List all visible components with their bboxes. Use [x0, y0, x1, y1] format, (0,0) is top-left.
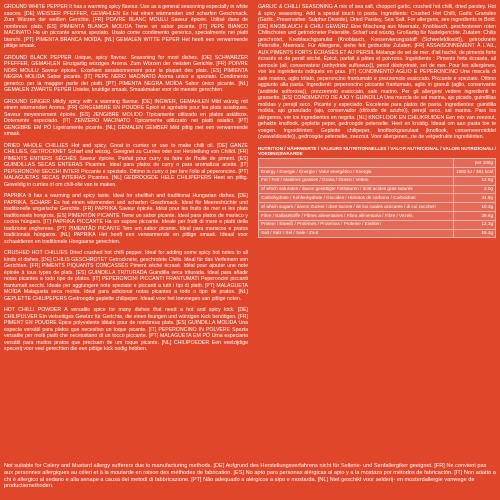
table-row [259, 203, 496, 212]
nutrition-header-label [259, 159, 454, 168]
nutrient-label: Carbohydrate / Kohlenhydrate / Glucides / Hidratos de carbono / Carboidrati [259, 194, 454, 203]
product-description-crushed-chillies: CRUSHED HOT CHILLIES Dried crushed hot chilli pepper. Ideal for adding some spicy hot notes to all kinds of dishes. [DE] CHILIS GESCHROTET Getrocknete, geschrotete Chilis. Ideal für das Verfeinern von Gerichten. [FR] PIMENTS PIQUANTS CONCASSÉS Piment séché écrasé. Idéal pour ajouter une note épicée à tous types de plats. [ES] GUINDILLA TRITURADA Guindilla seca triturada. Ideal para añadir notas picantes a todo tipo de platos. [IT] PEPERONCINI PICCANTI FRANTUMATI Peperoncini piccanti frantumati secchi. Ideale per aggiungere note speziate e piccanti a tutti i tipi di piatti. [PT] MALAGUETA MOÍDA Malagueta seca moída. Ideal para adicionar notas picantes a todo o tipo de pratos. [NL] GEPLETTE CHILIPEPERS Gedroogde geplette chilipeper. Ideaal voor het toevoegen van pittige noten. [4, 250, 248, 302]
right-column [258, 4, 496, 238]
nutrient-value: 12.3g [453, 220, 495, 229]
nutrient-value: 2.0g [453, 185, 495, 194]
table-row [259, 229, 496, 238]
nutrient-value: 34.9g [453, 194, 495, 203]
product-description-paprika: PAPRIKA It has a warming and spicy taste. Ideal for shellfish and traditional Hungarian dishes. [DE] PAPRIKA, SCHARF Es hat einen wärmenden und scharfen Geschmack. Ideal für Meeresfrüchte und traditionelle ungarische Gerichte. [FR] PAPRIKA Saveur épicée. Idéal pour les fruits de mer et les plats traditionnels hongrois. [ES] PIMENTÓN PICANTE Tiene un sabor picante. Ideal para platos de marisco y cocina húngara. [IT] PAPRIKA PICCANTE Ha un sapore piccante. Ideale per frutti di mare e piatti della tradizione ungherese. [PT] PIMENTÃO PICANTE Tem um sabor picante. Ideal para mariscos e pratos tradicionais húngaros. [NL] PAPRIKA Het heeft een verwarmende en pittige smaak. Ideaal voor schaaldieren en traditionele Hongaarse gerechten. [4, 193, 248, 245]
product-description-chilli-powder: HOT CHILLI POWDER A versatile spice for many dishes that need a hot and spicy kick. [DE] CHILIPULVER Ein vielseitiges Gewürz für Gerichte, die einen feurigen und würzigen Kick benötigen. [FR] PIMENT EN POUDRE Épice polyvalente idéale pour de nombreux plats. [ES] GUINDILLA MOLIDA Una especia versátil para platos que necesitan un toque picante. [IT] PEPERONCINO IN POLVERE Spezia versatile per molti piatti che necessitano di un tocco piccante. [PT] MALAGUETA EM PÓ Uma especiaria versátil para muitos pratos que precisam de um toque picante. [NL] CHILIPOEDER Een veelzijdige specerij voor veel gerechten die een pittige kick nodig hebben. [4, 307, 248, 352]
table-row [259, 212, 496, 221]
nutrient-label: Protein / Eiweiß / Protéines / Proteínas / Proteine / Eiwitten [259, 220, 454, 229]
nutrient-value: 29.6g [453, 212, 495, 221]
nutrient-value: 1582 kJ / 381 kcal [453, 168, 495, 177]
allergy-notice: Not suitable for Celery and Mustard allergy sufferers due to manufacturing methods. [DE] Aufgrund des Herstellungsverfahrens nicht für Sellerie- und Senfallergiker geeignet. [FR] Ne convient pas aux personnes allergiques au céleri et à la moutarde en raison des méthodes de fabrication. [ES] No apto para personas alérgicas al apio y a la mostaza por métodos de fabricación. [IT] Non adatto a chi è allergico al sedano e alla senape a causa dei metodi di fabbricazione. [PT] Não adequado a alérgicos a aipo e mostarda. [NL] Niet geschikt voor selderij- en mosterdallergie vanwege de productiemethoden. [4, 463, 496, 490]
table-row [259, 194, 496, 203]
table-row [259, 168, 496, 177]
nutrition-table [258, 158, 496, 238]
nutrient-value: 10.3g [453, 203, 495, 212]
table-row [259, 220, 496, 229]
product-description-white-pepper: GROUND WHITE PEPPER It has a warming spicy flavour. Use as a general seasoning especially in white sauces. [DE] WEISSER PFEFFER, GEMAHLEN Es hat einen wärmenden und scharfen Geschmack. Zum Würzen der weißen Gerichte. [FR] POIVRE BLANC MOULU Saveur épicée. Utilisé dans de nombreux plats. [ES] PIMIENTA BLANCA MOLIDA Tiene un sabor picante. [IT] PEPE BIANCO MACINATO Ha un piccante aroma speziato. Usato come condimento generico, specialmente nei piatti bianchi. [PT] PIMENTA BRANCA MOÍDA. [NL] GEMALEN WITTE PEPER Het heeft een verwarmende pittige smaak. [4, 4, 248, 49]
product-description-black-pepper: GROUND BLACK PEPPER Unique, spicy flavour. Seasoning for most dishes. [DE] SCHWARZER PFEFFER, GEMAHLEN Einzigartig würziges Aroma. Zum Würzen der meisten Gerichte. [FR] POIVRE NOIR MOULU Saveur épicée. Excellent assaisonnement pour la plupart des plats. [ES] PIMIENTA NEGRA MOLIDA Sabor picante. [IT] PEPE NERO MACINATO Aroma unico e speziato. Condimento generico per la maggior parte dei piatti. [PT] PIMENTA NEGRA MOÍDA Sabor único picante. [NL] GEMALEN ZWARTE PEPER Unieke, kruidige smaak. Smaakmaker voor de meeste gerechten. [4, 54, 248, 93]
table-row [259, 176, 496, 185]
product-description-whole-chillies: DRIED WHOLE CHILLIES Hot and spicy. Great in curries or use to make chilli oil. [DE] GANZE CHILLIES, GETROCKNET Scharf und würzig. Geeignet zu Curries oder zur Herstellung von Chiliöl. [FR] PIMENTS ENTIERS SÉCHÉS Saveur épicée. Parfait pour curry ou faire de l'huile de piment. [ES] GUINDILLAS SECAS ENTERAS Picantes. Ideal para platos de curry o para aromatizar aceite. [IT] PEPERONCINI SECCHI INTERI Piccante e speziato. Ottimo in curry o per fare l'olio al peperoncino. [PT] MALAGUETAS SECAS INTEIRAS Picantes. [NL] GEDROOGDE HELE CHILIPEPERS Heet en pittig. Geweldig in curries of om chili-olie van te maken. [4, 142, 248, 188]
nutrient-value: 15.2g [453, 229, 495, 238]
nutrient-label: Energy / Energie / Énergie / Valor energético / Energia [259, 168, 454, 177]
text-columns [4, 4, 496, 460]
table-row [259, 185, 496, 194]
nutrient-label: Fat / Fett / Matières grasses / Grasa / Grassi / Vetten [259, 176, 454, 185]
nutrient-label: of which saturates / davon gesättigte Fettsäuren / dont acides gras saturés [259, 185, 454, 194]
product-description-garlic-chilli: GARLIC & CHILLI SEASONING A mix of sea salt, chopped garlic, crushed hot chilli, dried parsley. Hot & spicy seasoning. Add a special touch to pasta. Ingredients: Crushed Hot Chilli, Garlic Granules (Garlic, Preservative: Sulphur Dioxide), Dried Parsley, Sea Salt. For allergens, see ingredients in Bold. [DE] KNOBLAUCH & CHILI GEWÜRZ Eine Mischung aus Meersalz, Knoblauch, geschrotenen roten Chilischoten und getrockneter Petersilie. Scharf und würzig. Großartig für Nudelgerichte. Zutaten: Chilis geschrotet, Knoblauchgranulat (Knoblauch, Konservierungsstoff (Schwefeldioxid)), getrocknete Petersilie, Meersalz. Für Allergene, siehe fett gedruckte Zutaten. [FR] ASSAISONNEMENT À L'AIL, AUX PIMENTS FORTS ÉCRASÉS ET AU PERSIL Mélange de sel de mer, d'ail haché, de piments forts écrasés et de persil séché. Épicé, parfait à pâtes et poivrons. Ingrédients : Piments forts écrasés, ail semoule (ail, conservateur (anhydride sulfureux)), persil déshydraté, sel de mer. Pour les allergènes, voir les ingrédients indiqués en gras. [IT] CONDIMENTO AGLIO E PEPERONCINO Una miscela di sale marino, aglio tritato, peperoncino frantumato e prezzemolo essiccato. Piccante e speziato. Ottimo aggiunto alla pasta. Ingredienti: peperoncino piccante frantumato, aglio in granuli (aglio, conservante (anidride solforosa)), prezzemolo essiccato, sale marino. Per gli allergeni vedere ingredienti in grassetto. [ES] CONDIMENTO DE AJO Y GUINDILLA Una mezcla de sal marina, ajo picado, guindillas molidas y perejil seco. Picante y especiado. Excelente para platos de pasta. Ingredientes: guindilla molida, ajo granulado (ajo, conservador (dióxido de azufre)), perejil seco, sal marina. Para los alérgenos, ver los ingredientes en negrita. [NL] KNOFLOOK EN CHILIKRUIDEN Een mix van zeezout, gehakte knoflook, geplette peper, gedroogde peterselie. Heet en kruidig. Ideaal om aan pasta toe te voegen. Ingrediënten: Geplette chilipeper, knoflookgranulaat (knoflook, conserveermiddel (zwaveldioxide)), gedroogde peterselie, zeezout. Voor allergenen, zie de vetgedrukte ingrediënten. [258, 4, 496, 140]
nutrition-title: NUTRITION / NÄHRWERTE / VALEURS NUTRITIONNELLES / VALOR NUTRICIONAL / VALORI NUTRIZIONALI / VOEDINGSWAARDE [258, 145, 496, 156]
product-description-ginger: GROUND GINGER Mildly spicy with a warming flavour. [DE] INGWER, GEMAHLEN Mild würzig mit einem wärmenden Aroma. [FR] GINGEMBRE EN POUDRE Épicé et agréable pour les plats asiatiques. Saveur moyennement épicée. [ES] JENGIBRE MOLIDO Típicamente utilizado en platos asiáticos. Dotemente especiado. [IT] ZENZERO MACINATO Tipicamente utilizzato nei piatti asiatici. [PT] GENGIBRE EM PÓ Ligeiramente picante. [NL] GEMALEN GEMBER Mild pittig met een verwarmende smaak. [4, 98, 248, 137]
nutrition-per-100g: per 100g [453, 159, 495, 168]
nutrient-label: Salt / Salz / Sel / Sale / Zout [259, 229, 454, 238]
table-row [259, 159, 496, 168]
nutrient-value: 12.5g [453, 176, 495, 185]
left-column [4, 4, 248, 358]
nutrient-label: Fibre / Ballaststoffe / Fibres alimentaires / Fibra alimentaria / Fibre / Vezels [259, 212, 454, 221]
nutrient-label: of which sugars / davon Zucker / dont sucres / de los cuales azúcares / di cui zuccheri [259, 203, 454, 212]
